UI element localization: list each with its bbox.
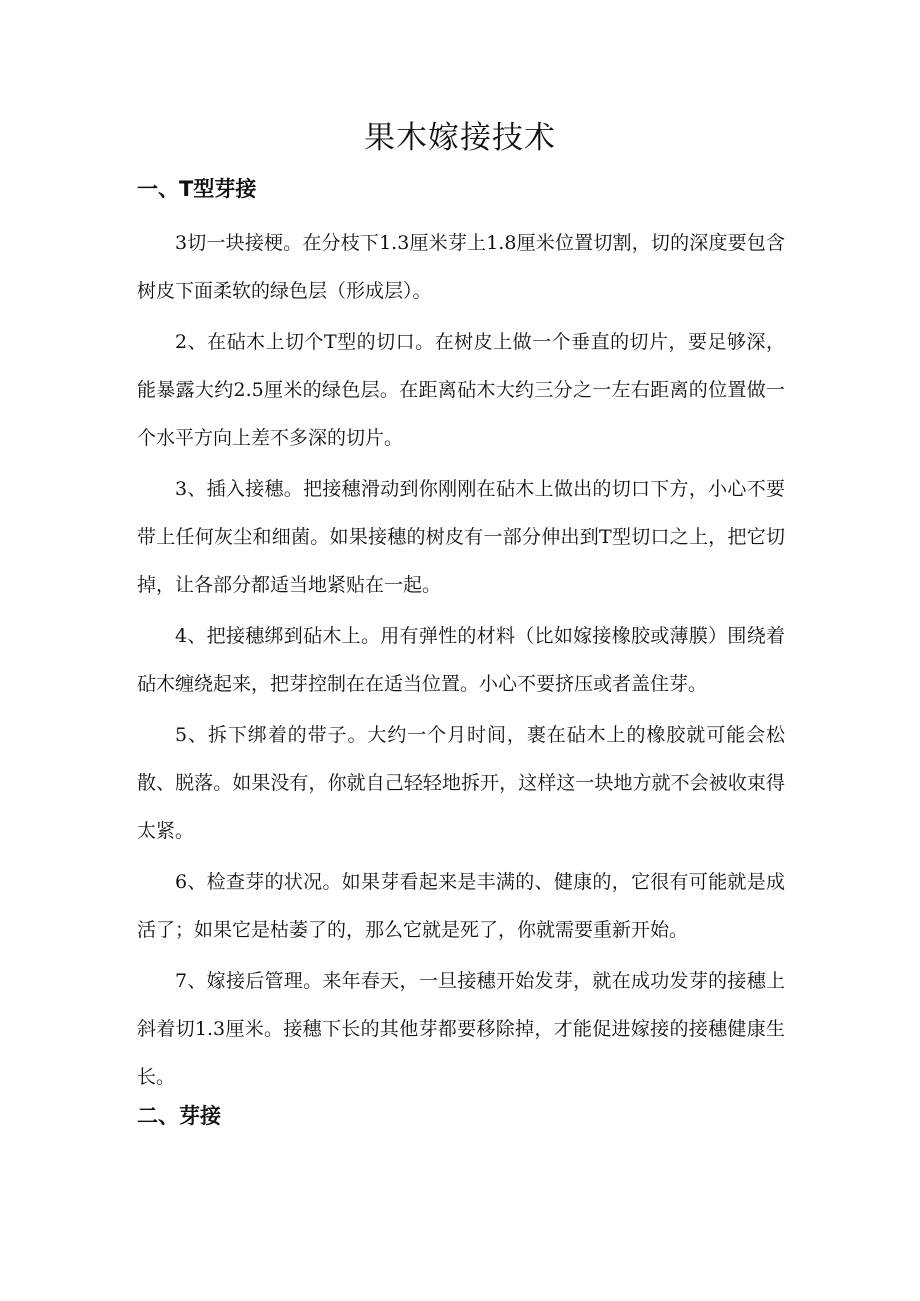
step-paragraph: 3切一块接梗。在分枝下1.3厘米芽上1.8厘米位置切割，切的深度要包含树皮下面柔软的绿色层（形成层）。 [137, 232, 785, 302]
step-paragraph: 6、检查芽的状况。如果芽看起来是丰满的、健康的，它很有可能就是成活了；如果它是枯萎了的，那么它就是死了，你就需要重新开始。 [137, 871, 785, 941]
section-heading-t-bud-grafting: 一、T型芽接 [137, 177, 257, 201]
step-paragraph: 7、嫁接后管理。来年春天，一旦接穗开始发芽，就在成功发芽的接穗上斜着切1.3厘米。接穗下长的其他芽都要移除掉，才能促进嫁接的接穗健康生长。 [137, 970, 785, 1088]
step-paragraph: 3、插入接穗。把接穗滑动到你刚刚在砧木上做出的切口下方，小心不要带上任何灰尘和细菌。如果接穗的树皮有一部分伸出到T型切口之上，把它切掉，让各部分都适当地紧贴在一起。 [137, 478, 785, 596]
step-paragraph: 4、把接穗绑到砧木上。用有弹性的材料（比如嫁接橡胶或薄膜）围绕着砧木缠绕起来，把芽控制在在适当位置。小心不要挤压或者盖住芽。 [137, 625, 785, 695]
document-title: 果木嫁接技术 [364, 120, 556, 156]
step-paragraph: 2、在砧木上切个T型的切口。在树皮上做一个垂直的切片，要足够深，能暴露大约2.5厘米的绿色层。在距离砧木大约三分之一左右距离的位置做一个水平方向上差不多深的切片。 [137, 331, 785, 449]
step-paragraph: 5、拆下绑着的带子。大约一个月时间，裹在砧木上的橡胶就可能会松散、脱落。如果没有，你就自己轻轻地拆开，这样这一块地方就不会被收束得太紧。 [137, 724, 785, 842]
section-heading-bud-grafting: 二、芽接 [137, 1104, 221, 1128]
section-body-t-bud-grafting [137, 219, 785, 1104]
